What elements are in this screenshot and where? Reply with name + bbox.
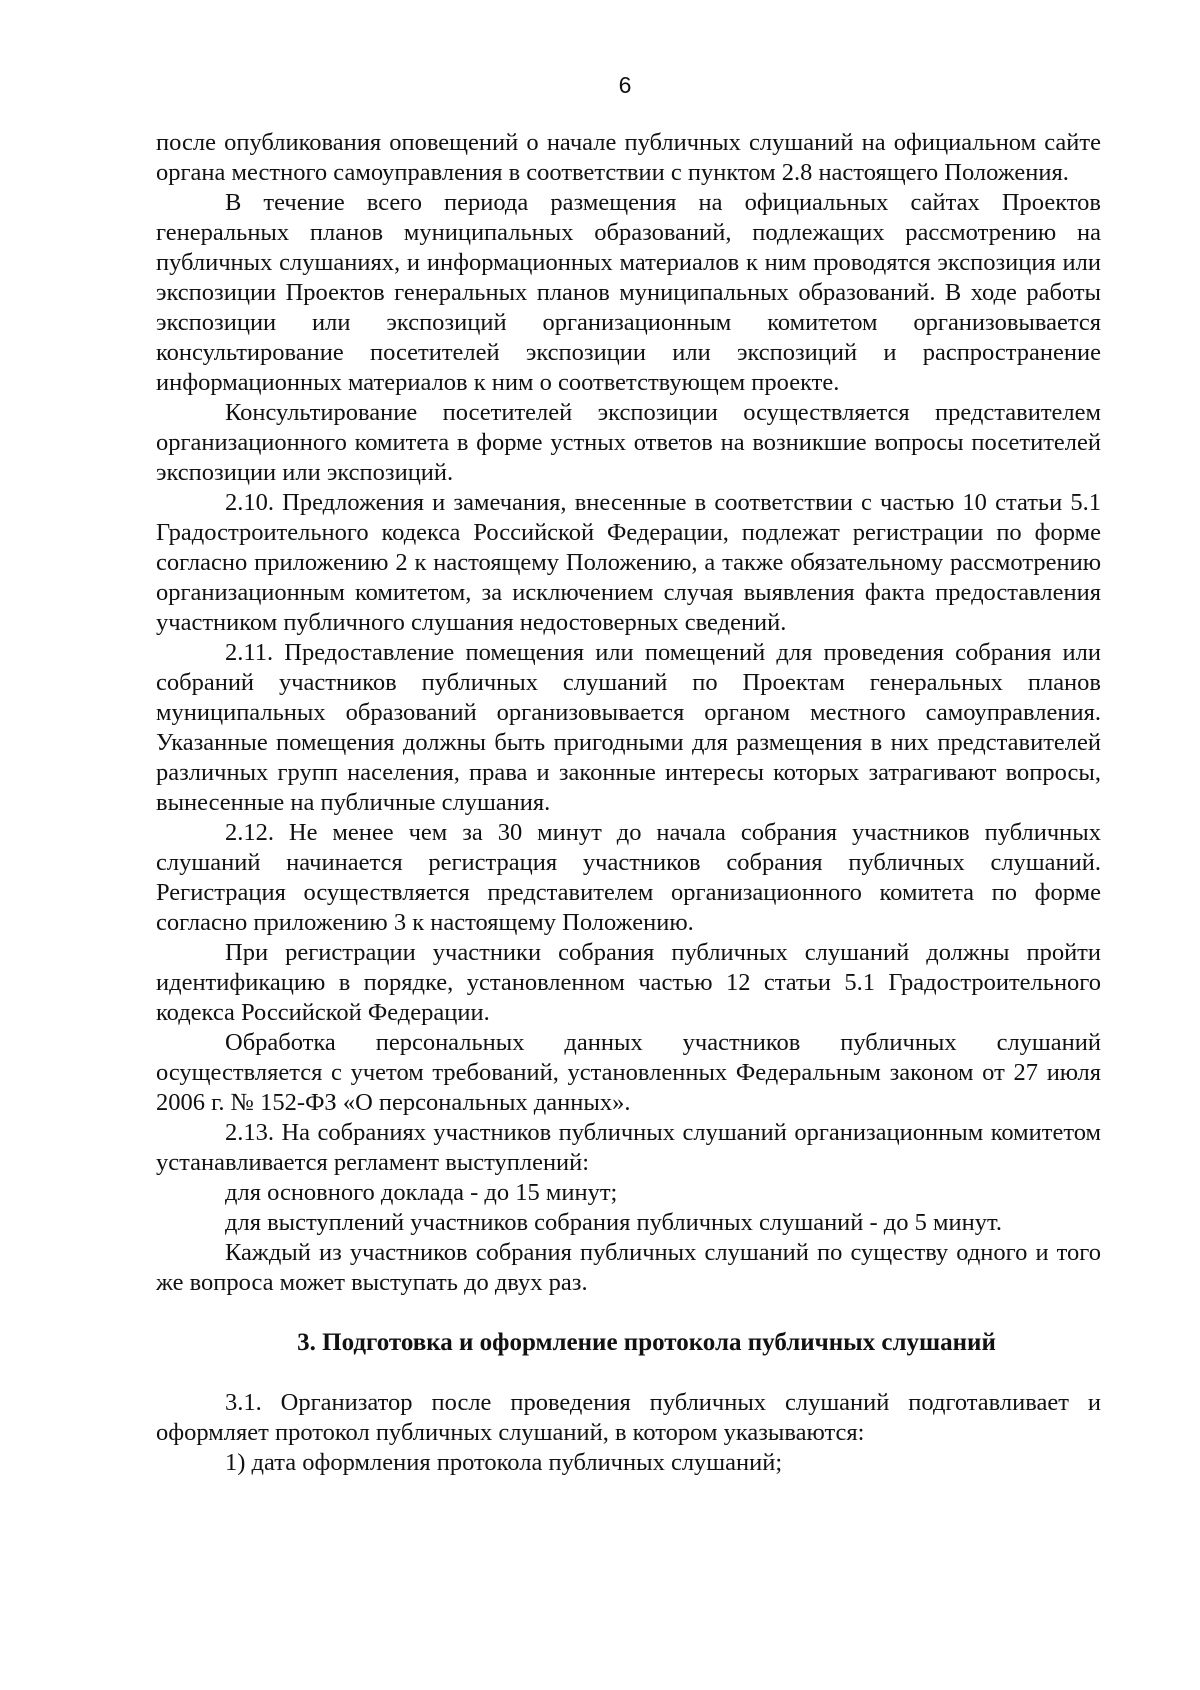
page-number: 6: [618, 72, 632, 98]
section-heading: 3. Подготовка и оформление протокола публичных слушаний: [297, 1329, 996, 1356]
paragraph: Каждый из участников собрания публичных слушаний по существу одного и того же вопроса может выступать до двух раз.: [156, 1239, 1101, 1296]
list-item: для основного доклада - до 15 минут;: [225, 1179, 618, 1206]
document-body: [156, 128, 1101, 1478]
paragraph: после опубликования оповещений о начале публичных слушаний на официальном сайте органа местного самоуправления в соответствии с пунктом 2.8 настоящего Положения.: [156, 129, 1101, 186]
paragraph: При регистрации участники собрания публичных слушаний должны пройти идентификацию в порядке, установленном частью 12 статьи 5.1 Градостроительного кодекса Российской Федерации.: [156, 939, 1101, 1026]
list-item: для выступлений участников собрания публичных слушаний - до 5 минут.: [225, 1209, 1002, 1236]
paragraph: В течение всего периода размещения на официальных сайтах Проектов генеральных планов муниципальных образований, подлежащих рассмотрению на публичных слушаниях, и информационных материалов к ним проводятся экспозиция или экспозиции Проектов генеральных планов муниципальных образований. В ходе работы экспозиции или экспозиций организационным комитетом организовывается консультирование посетителей экспозиции или экспозиций и распространение информационных материалов к ним о соответствующем проекте.: [156, 189, 1101, 396]
paragraph-clause-2-10: 2.10. Предложения и замечания, внесенные в соответствии с частью 10 статьи 5.1 Градостроительного кодекса Российской Федерации, подлежат регистрации по форме согласно приложению 2 к настоящему Положению, а также обязательному рассмотрению организационным комитетом, за исключением случая выявления факта предоставления участником публичного слушания недостоверных сведений.: [156, 489, 1101, 636]
paragraph-clause-2-13: 2.13. На собраниях участников публичных слушаний организационным комитетом устанавливается регламент выступлений:: [156, 1119, 1101, 1176]
paragraph-clause-2-12: 2.12. Не менее чем за 30 минут до начала собрания участников публичных слушаний начинается регистрация участников собрания публичных слушаний. Регистрация осуществляется представителем организационного комитета по форме согласно приложению 3 к настоящему Положению.: [156, 819, 1101, 936]
paragraph-clause-3-1: 3.1. Организатор после проведения публичных слушаний подготавливает и оформляет протокол публичных слушаний, в котором указываются:: [156, 1389, 1101, 1446]
list-item: 1) дата оформления протокола публичных слушаний;: [225, 1449, 783, 1476]
paragraph-clause-2-11: 2.11. Предоставление помещения или помещений для проведения собрания или собраний участников публичных слушаний по Проектам генеральных планов муниципальных образований организовывается органом местного самоуправления. Указанные помещения должны быть пригодными для размещения в них представителей различных групп населения, права и законные интересы которых затрагивают вопросы, вынесенные на публичные слушания.: [156, 639, 1101, 816]
paragraph: Консультирование посетителей экспозиции осуществляется представителем организационного комитета в форме устных ответов на возникшие вопросы посетителей экспозиции или экспозиций.: [156, 399, 1101, 486]
paragraph: Обработка персональных данных участников публичных слушаний осуществляется с учетом требований, установленных Федеральным законом от 27 июля 2006 г. № 152-ФЗ «О персональных данных».: [156, 1029, 1101, 1116]
